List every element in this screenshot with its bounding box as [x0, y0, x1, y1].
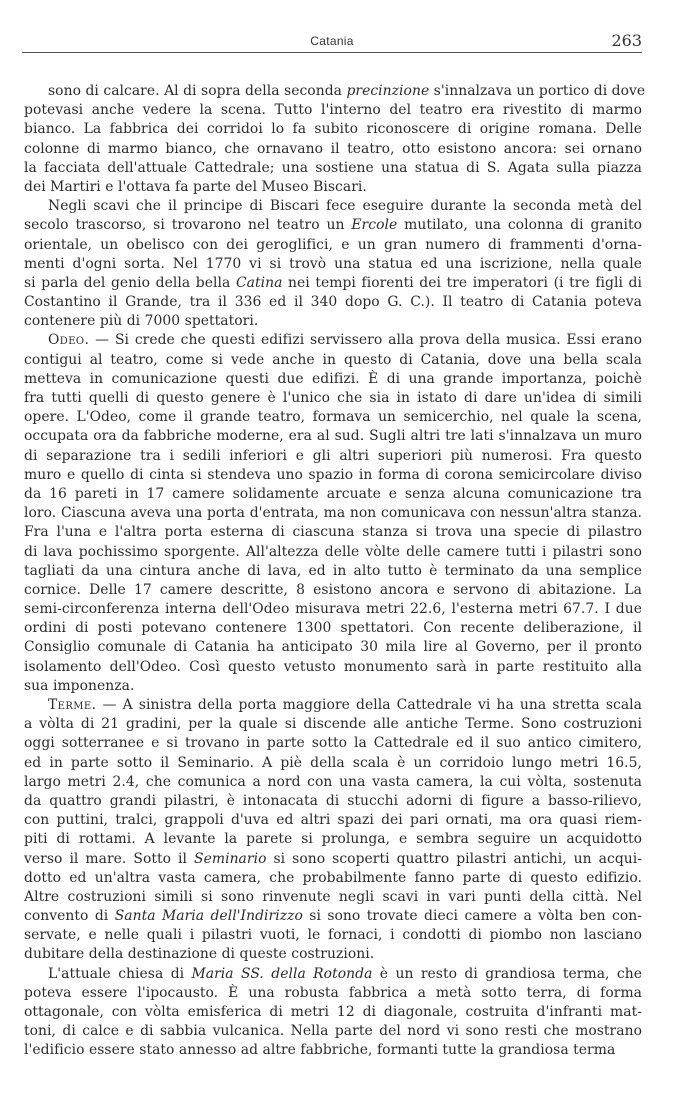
text-line — [24, 255, 642, 274]
text-run: nei tempi fiorenti dei tre imperatori (i tre figli di — [282, 274, 642, 291]
text-line — [24, 792, 642, 811]
text-line — [24, 236, 642, 255]
text-line — [24, 773, 642, 792]
text-line — [24, 830, 642, 849]
text-run: s'innalzava un portico di dove — [429, 83, 646, 99]
text-run: dubitare della destinazione di queste costruzioni. — [24, 946, 375, 963]
text-run: di separazione tra i sedili inferiori e gli altri superiori più numerosi. Fra questo — [24, 447, 642, 464]
text-line — [24, 101, 642, 120]
text-line — [24, 351, 642, 370]
text-line — [24, 1003, 642, 1022]
text-run: dei Martiri e l'ottava fa parte del Museo Biscari. — [24, 178, 367, 195]
text-run: si sono trovate dieci camere a vòlta ben con- — [302, 908, 642, 925]
text-run: largo metri 2.4, che comunica a nord con una vasta camera, la cui vòlta, sostenuta — [24, 773, 642, 790]
text-line — [24, 466, 642, 485]
text-line — [24, 1041, 642, 1060]
running-header — [22, 30, 642, 53]
text-line — [24, 926, 642, 945]
text-run: occupata ora da fabbriche moderne, era al sud. Sugli altri tre lati s'innalzava un muro — [24, 428, 642, 445]
text-line — [24, 581, 642, 600]
text-run: L'attuale chiesa di — [48, 965, 192, 982]
paragraph-4 — [24, 696, 642, 965]
text-line — [24, 811, 642, 830]
text-run: oggi sotterranee e si trovano in parte sotto la Cattedrale ed il suo antico cimitero, — [24, 735, 642, 752]
page-number: 263 — [611, 31, 642, 50]
text-run: si sono scoperti quattro pilastri antichi, un acqui- — [266, 850, 642, 867]
text-line — [24, 216, 642, 235]
text-run: fra tutti quelli di questo genere è l'unico che sia in istato di dare un'idea di simili — [24, 390, 642, 406]
text-line — [24, 293, 642, 312]
text-run: menti d'ogni sorta. Nel 1770 vi si trovò una statua ed una iscrizione, nella quale — [24, 255, 642, 272]
italic-text-run: precinzione — [346, 83, 430, 99]
text-run: a vòlta di 21 gradini, per la quale si discende alle antiche Terme. Sono costruzioni — [24, 716, 642, 733]
text-line — [24, 850, 642, 869]
body-text — [24, 82, 646, 1061]
text-run: ottagonale, con vòlta emisferica di metri 12 di diagonale, costruita d'infranti mat- — [24, 1004, 642, 1020]
text-run: si parla del genio della bella — [24, 274, 236, 291]
text-run: la facciata dell'attuale Cattedrale; una sostiene una statua di S. Agata sulla piazza — [24, 159, 642, 176]
italic-text-run: Catina — [235, 274, 283, 291]
text-line — [24, 408, 642, 427]
text-run: Negli scavi che il principe di Biscari fece eseguire durante la seconda metà del — [48, 198, 642, 215]
text-run: mutilato, una colonna di granito — [397, 217, 642, 234]
text-line — [24, 523, 642, 542]
text-line — [24, 389, 642, 408]
paragraph-1 — [24, 82, 646, 197]
paragraph-2 — [24, 197, 642, 331]
italic-text-run: Santa Maria dell'Indirizzo — [114, 908, 303, 925]
text-line — [24, 677, 642, 696]
text-run: cornice. Delle 17 camere descritte, 8 esistono ancora e servono di abitazione. La — [24, 581, 642, 598]
paragraph-5 — [24, 965, 642, 1061]
text-run: potevasi anche vedere la scena. Tutto l'interno del teatro era rivestito di marmo — [24, 102, 642, 119]
text-run: secolo trascorso, si trovarono nel teatro un — [24, 217, 352, 234]
text-line — [24, 447, 642, 466]
text-line — [24, 888, 642, 907]
text-line — [24, 638, 642, 657]
text-line — [24, 696, 642, 715]
text-line — [24, 715, 642, 734]
text-run: verso il mare. Sotto il — [24, 850, 195, 867]
text-run: dotto ed un'altra vasta camera, che probabilmente fanno parte di questo edifizio. — [24, 869, 642, 886]
text-line — [24, 869, 642, 888]
text-line — [24, 82, 646, 101]
text-run: colonne di marmo bianco, che ornavano il teatro, otto esistono ancora: sei ornano — [24, 140, 642, 157]
text-run: ed in parte sotto il Seminario. A piè della scala è un corridoio lungo metri 16.5, — [24, 754, 642, 771]
text-run: è un resto di grandiosa terma, che — [372, 965, 642, 982]
text-line — [24, 312, 642, 331]
text-run: ordini di posti potevano contenere 1300 spettatori. Con recente deliberazione, il — [24, 620, 642, 637]
text-line — [24, 600, 642, 619]
text-run: toni, di calce e di sabbia vulcanica. Nella parte del nord vi sono resti che mostrano — [24, 1023, 642, 1040]
text-run: da 16 pareti in 17 camere solidamente arcuate e senza alcuna comunicazione tra — [24, 485, 642, 502]
text-run: piti di rottami. A levante la parete si prolunga, e sembra seguire un acquidotto — [24, 831, 642, 848]
text-line — [24, 159, 642, 178]
text-line — [24, 504, 642, 523]
text-run: isolamento dell'Odeo. Così questo vetusto monumento sarà in parte restituito alla — [24, 658, 642, 675]
text-run: Costantino il Grande, tra il 336 ed il 340 dopo G. C.). Il teatro di Catania poteva — [24, 294, 642, 311]
text-line — [24, 274, 642, 293]
text-run: — Si crede che questi edifizi servissero alla prova della musica. Essi erano — [89, 332, 642, 349]
text-line — [24, 619, 642, 638]
text-line — [24, 543, 642, 562]
text-line — [24, 197, 642, 216]
text-line — [24, 485, 642, 504]
text-run: Consiglio comunale di Catania ha anticipato 30 mila lire al Governo, per il pronto — [24, 639, 642, 656]
text-line — [24, 140, 642, 159]
text-run: semi-circonferenza interna dell'Odeo misurava metri 22.6, l'esterna metri 67.7. I due — [24, 601, 642, 618]
text-line — [24, 734, 642, 753]
text-line — [24, 945, 642, 964]
text-run: metteva in comunicazione questi due edifizi. È di una grande importanza, poichè — [24, 370, 642, 387]
text-run: di lava pochissimo sporgente. All'altezza delle vòlte delle camere tutti i pilastri sono — [24, 543, 642, 560]
text-line — [24, 907, 642, 926]
text-line — [24, 984, 642, 1003]
text-run: Fra l'una e l'altra porta esterna di ciascuna stanza si trova una specie di pilastro — [24, 524, 642, 541]
text-run: sono di calcare. Al di sopra della seconda — [48, 83, 347, 99]
text-run: contigui al teatro, come si vede anche in questo di Catania, dove una bella scala — [24, 351, 642, 368]
italic-text-run: Seminario — [194, 850, 267, 867]
text-line — [24, 120, 642, 139]
text-line — [24, 370, 642, 389]
text-run: Altre costruzioni simili si sono rinvenute negli scavi in vari punti della città. Nel — [24, 888, 642, 905]
text-run: l'edificio essere stato annesso ad altre fabbriche, formanti tutte la grandiosa terma — [24, 1042, 616, 1059]
text-run: — A sinistra della porta maggiore della Cattedrale vi ha una stretta scala — [96, 697, 642, 713]
text-run: con puttini, tralci, grappoli d'uva ed altri spazi dei pari ornati, ma ora quasi riem- — [24, 812, 642, 829]
paragraph-3 — [24, 331, 642, 696]
running-title: Catania — [310, 34, 354, 48]
italic-text-run: Maria SS. della Rotonda — [191, 965, 373, 982]
text-line — [24, 562, 642, 581]
text-line — [24, 754, 642, 773]
text-run: muro e quello di cinta si stendeva uno spazio in forma di corona semicircolare diviso — [24, 466, 642, 483]
text-line — [24, 965, 642, 984]
text-line — [24, 1022, 642, 1041]
text-run: da quattro grandi pilastri, è intonacata di stucchi adorni di figure a basso-rilievo, — [24, 792, 642, 809]
text-run: sua imponenza. — [24, 677, 135, 694]
text-run: tagliati da una cintura anche di lava, ed in alto tutto è terminato da una semplice — [24, 562, 642, 579]
text-line — [24, 427, 642, 446]
text-run: contenere più di 7000 spettatori. — [24, 313, 259, 330]
text-run: opere. L'Odeo, come il grande teatro, formava un semicerchio, nel quale la scena, — [24, 409, 642, 426]
italic-text-run: Ercole — [351, 217, 398, 234]
text-run: orientale, un obelisco con dei geroglifici, e un gran numero di frammenti d'orna- — [24, 236, 642, 253]
text-run: poteva essere l'ipocausto. È una robusta fabbrica a metà sotto terra, di forma — [24, 984, 642, 1001]
section-heading-run: Odeo. — [48, 332, 90, 349]
text-run: loro. Ciascuna aveva una porta d'entrata, ma non comunicava con nessun'altra stanza. — [24, 505, 642, 522]
text-line — [24, 178, 642, 197]
text-line — [24, 331, 642, 350]
text-run: convento di — [24, 908, 115, 925]
text-run: servate, e nelle quali i pilastri vuoti, le fornaci, i condotti di piombo non lasciano — [24, 927, 642, 944]
text-line — [24, 658, 642, 677]
text-run: bianco. La fabbrica dei corridoi lo fa subito riconoscere di origine romana. Delle — [24, 121, 642, 138]
section-heading-run: Terme. — [48, 697, 97, 713]
